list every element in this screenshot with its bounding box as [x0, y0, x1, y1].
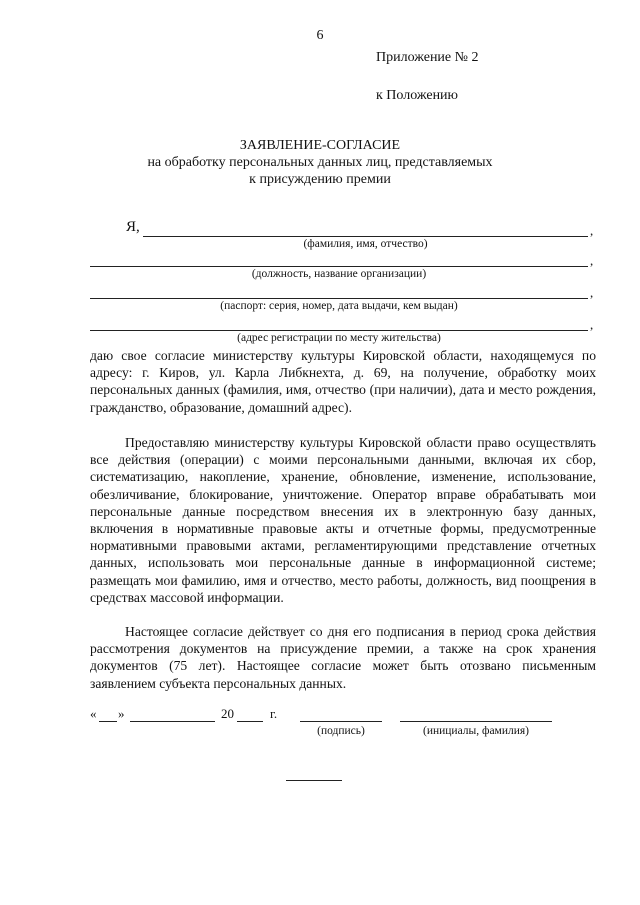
fio-comma: ,	[590, 223, 594, 238]
closing-divider	[286, 780, 342, 781]
validity-paragraph: Настоящее согласие действует со дня его подписания в период срока действия рассмотрения документов на присуждение премии, а также на срок хранения документов (75 лет). Настоящее согласие может быть отозвано письменным заявлением субъекта персональных данных.	[90, 624, 596, 691]
title-line-2: на обработку персональных данных лиц, представляемых	[147, 155, 493, 170]
appendix-label: Приложение № 2	[376, 50, 479, 65]
fio-caption: (фамилия, имя, отчество)	[303, 238, 428, 250]
date-close-quote: »	[118, 706, 125, 721]
date-open-quote: «	[90, 706, 97, 721]
passport-comma: ,	[590, 285, 594, 300]
address-caption: (адрес регистрации по месту жительства)	[237, 332, 441, 344]
passport-caption: (паспорт: серия, номер, дата выдачи, кем выдан)	[220, 300, 458, 312]
name-field-line[interactable]	[400, 721, 552, 722]
page-number: 6	[316, 28, 324, 43]
date-month-field[interactable]	[130, 721, 215, 722]
name-caption: (инициалы, фамилия)	[422, 725, 530, 737]
rights-paragraph: Предоставляю министерству культуры Кировской области право осуществлять все действия (операции) с моими персональными данными, включая их сбор, систематизацию, накопление, хранение, обновление, изменение, использование, обезличивание, блокирование, уничтожение. Оператор вправе обрабатывать мои персональные данные посредством внесения их в электронную базу данных, включения в нормативные правовые акты и отчетные формы, предусмотренные нормативными правовыми актами, регламентирующими представление отчетных данных, использовать мои персональные данные в информационной системе; размещать мои фамилию, имя и отчество, место работы, должность, вид поощрения в средствах массовой информации.	[90, 435, 596, 605]
appendix-reference: к Положению	[376, 88, 459, 103]
title-line-3: к присуждению премии	[249, 172, 391, 187]
position-field-line[interactable]	[90, 266, 588, 267]
position-comma: ,	[590, 253, 594, 268]
ya-label: Я,	[126, 219, 140, 235]
fio-field-line[interactable]	[143, 236, 588, 237]
date-day-field[interactable]	[99, 721, 117, 722]
consent-paragraph: даю свое согласие министерству культуры Кировской области, находящемуся по адресу: г. Киров, ул. Карла Либкнехта, д. 69, на получение, обработку моих персональных данных (фамилия, имя, отчество (при наличии), дата и место рождения, гражданство, образование, домашний адрес).	[90, 348, 596, 415]
address-comma: ,	[590, 317, 594, 332]
date-year-field[interactable]	[237, 721, 263, 722]
signature-caption: (подпись)	[317, 725, 365, 737]
document-title	[0, 137, 640, 188]
signature-field-line[interactable]	[300, 721, 382, 722]
position-caption: (должность, название организации)	[251, 268, 427, 280]
date-year-suffix: г.	[270, 706, 278, 721]
date-year-prefix: 20	[221, 706, 234, 721]
title-line-1: ЗАЯВЛЕНИЕ-СОГЛАСИЕ	[239, 138, 401, 153]
address-field-line[interactable]	[90, 330, 588, 331]
passport-field-line[interactable]	[90, 298, 588, 299]
